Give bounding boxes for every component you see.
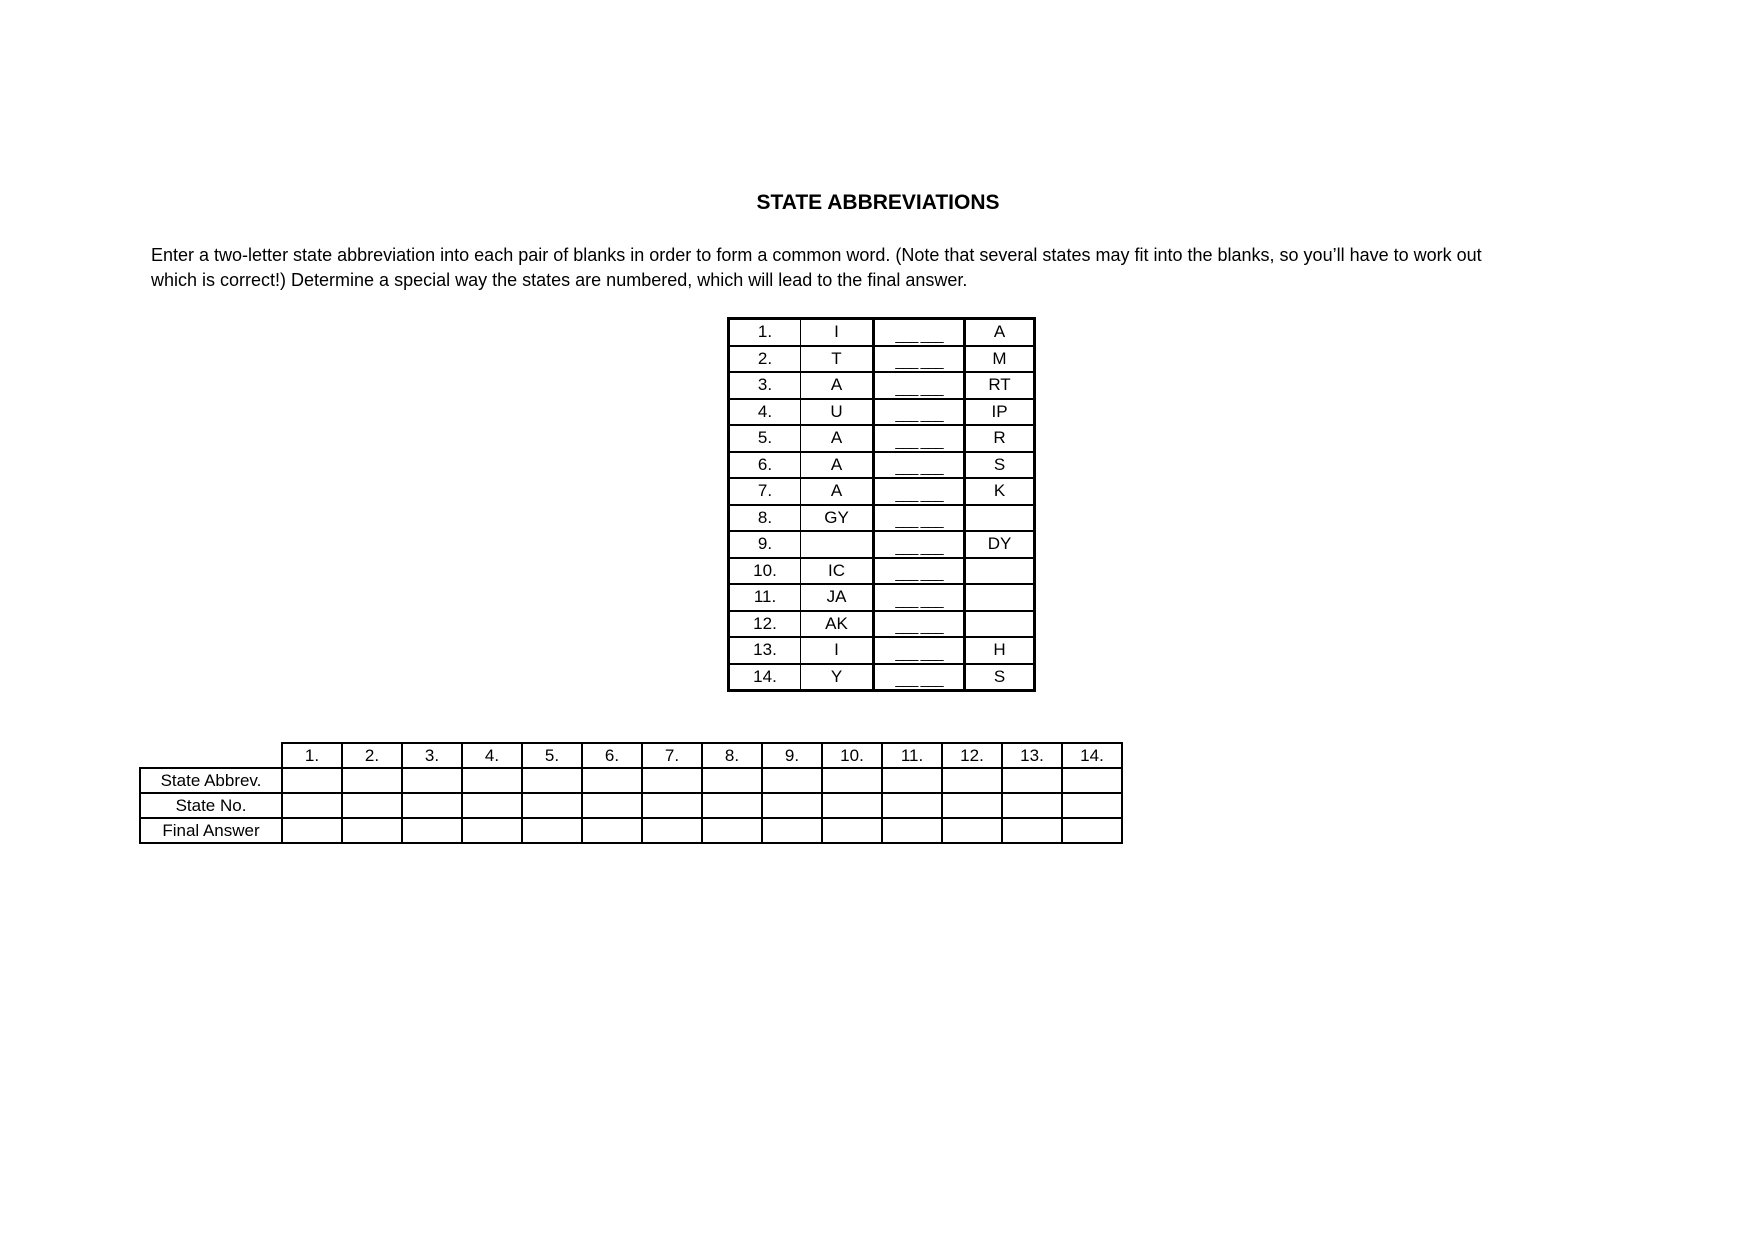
puzzle-suffix: R: [965, 425, 1035, 452]
puzzle-blank[interactable]: ___ ___: [874, 478, 965, 505]
puzzle-prefix: A: [801, 425, 874, 452]
answer-grid-row: [140, 818, 1122, 843]
answer-cell[interactable]: [462, 768, 522, 793]
puzzle-suffix: [965, 505, 1035, 532]
puzzle-suffix: [965, 611, 1035, 638]
puzzle-suffix: [965, 584, 1035, 611]
puzzle-blank[interactable]: ___ ___: [874, 425, 965, 452]
puzzle-blank[interactable]: ___ ___: [874, 505, 965, 532]
answer-grid-row-label: State Abbrev.: [140, 768, 282, 793]
answer-cell[interactable]: [822, 768, 882, 793]
puzzle-table: [727, 317, 1036, 692]
answer-cell[interactable]: [762, 768, 822, 793]
answer-cell[interactable]: [882, 793, 942, 818]
answer-grid-column-header: 2.: [342, 743, 402, 768]
puzzle-suffix: S: [965, 452, 1035, 479]
puzzle-prefix: [801, 531, 874, 558]
puzzle-prefix: A: [801, 372, 874, 399]
puzzle-suffix: [965, 558, 1035, 585]
answer-cell[interactable]: [942, 818, 1002, 843]
puzzle-prefix: IC: [801, 558, 874, 585]
puzzle-row-number: 12.: [729, 611, 801, 638]
answer-cell[interactable]: [462, 818, 522, 843]
page-title: STATE ABBREVIATIONS: [756, 191, 1000, 214]
puzzle-row-number: 10.: [729, 558, 801, 585]
answer-cell[interactable]: [942, 768, 1002, 793]
answer-cell[interactable]: [282, 768, 342, 793]
instructions-line-2: which is correct!) Determine a special way the states are numbered, which will lead to the final answer.: [151, 270, 968, 290]
answer-cell[interactable]: [942, 793, 1002, 818]
puzzle-blank[interactable]: ___ ___: [874, 584, 965, 611]
answer-grid-row-label: Final Answer: [140, 818, 282, 843]
answer-cell[interactable]: [282, 793, 342, 818]
answer-cell[interactable]: [642, 818, 702, 843]
puzzle-prefix: T: [801, 346, 874, 373]
puzzle-suffix: IP: [965, 399, 1035, 426]
answer-cell[interactable]: [762, 818, 822, 843]
answer-cell[interactable]: [402, 768, 462, 793]
puzzle-row-number: 13.: [729, 637, 801, 664]
puzzle-row: [729, 452, 1035, 479]
puzzle-row-number: 3.: [729, 372, 801, 399]
answer-grid-column-header: 1.: [282, 743, 342, 768]
answer-cell[interactable]: [582, 793, 642, 818]
answer-grid-header: [140, 743, 1122, 768]
puzzle-suffix: S: [965, 664, 1035, 691]
answer-cell[interactable]: [1002, 793, 1062, 818]
answer-cell[interactable]: [882, 818, 942, 843]
answer-cell[interactable]: [702, 818, 762, 843]
answer-grid-column-header: 5.: [522, 743, 582, 768]
puzzle-row: [729, 584, 1035, 611]
answer-cell[interactable]: [642, 793, 702, 818]
answer-cell[interactable]: [282, 818, 342, 843]
puzzle-row: [729, 558, 1035, 585]
answer-cell[interactable]: [882, 768, 942, 793]
puzzle-blank[interactable]: ___ ___: [874, 531, 965, 558]
puzzle-blank[interactable]: ___ ___: [874, 372, 965, 399]
answer-grid-column-header: 10.: [822, 743, 882, 768]
puzzle-prefix: I: [801, 637, 874, 664]
answer-cell[interactable]: [402, 793, 462, 818]
answer-grid-column-header: 6.: [582, 743, 642, 768]
puzzle-suffix: DY: [965, 531, 1035, 558]
puzzle-blank[interactable]: ___ ___: [874, 399, 965, 426]
puzzle-suffix: K: [965, 478, 1035, 505]
puzzle-suffix: RT: [965, 372, 1035, 399]
answer-cell[interactable]: [522, 818, 582, 843]
instructions: [151, 243, 1601, 293]
answer-grid-column-header: 11.: [882, 743, 942, 768]
puzzle-row-number: 4.: [729, 399, 801, 426]
answer-cell[interactable]: [462, 793, 522, 818]
answer-grid-column-header: 4.: [462, 743, 522, 768]
answer-grid-column-header: 14.: [1062, 743, 1122, 768]
puzzle-row: [729, 346, 1035, 373]
answer-cell[interactable]: [822, 818, 882, 843]
answer-grid-corner: [140, 743, 282, 768]
puzzle-prefix: A: [801, 478, 874, 505]
answer-cell[interactable]: [522, 793, 582, 818]
puzzle-row-number: 5.: [729, 425, 801, 452]
puzzle-row: [729, 399, 1035, 426]
answer-cell[interactable]: [1062, 793, 1122, 818]
answer-cell[interactable]: [1062, 768, 1122, 793]
answer-cell[interactable]: [522, 768, 582, 793]
puzzle-prefix: GY: [801, 505, 874, 532]
puzzle-row: [729, 478, 1035, 505]
puzzle-row-number: 14.: [729, 664, 801, 691]
answer-grid-column-header: 13.: [1002, 743, 1062, 768]
answer-cell[interactable]: [342, 818, 402, 843]
answer-cell[interactable]: [702, 793, 762, 818]
answer-cell[interactable]: [822, 793, 882, 818]
puzzle-row-number: 9.: [729, 531, 801, 558]
puzzle-blank[interactable]: ___ ___: [874, 452, 965, 479]
answer-grid-row: [140, 768, 1122, 793]
answer-grid-column-header: 9.: [762, 743, 822, 768]
answer-cell[interactable]: [702, 768, 762, 793]
answer-cell[interactable]: [1002, 768, 1062, 793]
puzzle-prefix: AK: [801, 611, 874, 638]
puzzle-row: [729, 425, 1035, 452]
answer-cell[interactable]: [642, 768, 702, 793]
answer-grid-row-label: State No.: [140, 793, 282, 818]
puzzle-prefix: Y: [801, 664, 874, 691]
answer-grid-column-header: 3.: [402, 743, 462, 768]
answer-cell[interactable]: [342, 793, 402, 818]
answer-grid-row: [140, 793, 1122, 818]
puzzle-row: [729, 637, 1035, 664]
answer-cell[interactable]: [582, 818, 642, 843]
puzzle-row: [729, 531, 1035, 558]
answer-grid-column-header: 8.: [702, 743, 762, 768]
answer-cell[interactable]: [582, 768, 642, 793]
puzzle-row: [729, 664, 1035, 691]
puzzle-blank[interactable]: ___ ___: [874, 637, 965, 664]
puzzle-row-number: 1.: [729, 319, 801, 346]
puzzle-prefix: I: [801, 319, 874, 346]
puzzle-row-number: 6.: [729, 452, 801, 479]
puzzle-suffix: M: [965, 346, 1035, 373]
puzzle-prefix: A: [801, 452, 874, 479]
answer-cell[interactable]: [402, 818, 462, 843]
puzzle-prefix: U: [801, 399, 874, 426]
instructions-line-1: Enter a two-letter state abbreviation into each pair of blanks in order to form a common word. (Note that several states may fit into the blanks, so you’ll have to work out: [151, 245, 1482, 265]
puzzle-row: [729, 611, 1035, 638]
puzzle-row-number: 8.: [729, 505, 801, 532]
answer-grid-column-header: 12.: [942, 743, 1002, 768]
puzzle-row-number: 7.: [729, 478, 801, 505]
puzzle-row: [729, 372, 1035, 399]
answer-grid-column-header: 7.: [642, 743, 702, 768]
answer-cell[interactable]: [1062, 818, 1122, 843]
puzzle-row: [729, 319, 1035, 346]
puzzle-row: [729, 505, 1035, 532]
answer-cell[interactable]: [762, 793, 822, 818]
puzzle-blank[interactable]: ___ ___: [874, 664, 965, 691]
puzzle-suffix: H: [965, 637, 1035, 664]
answer-cell[interactable]: [342, 768, 402, 793]
puzzle-row-number: 2.: [729, 346, 801, 373]
puzzle-blank[interactable]: ___ ___: [874, 558, 965, 585]
puzzle-prefix: JA: [801, 584, 874, 611]
puzzle-row-number: 11.: [729, 584, 801, 611]
answer-cell[interactable]: [1002, 818, 1062, 843]
puzzle-blank[interactable]: ___ ___: [874, 346, 965, 373]
answer-grid: [139, 742, 1123, 844]
puzzle-suffix: A: [965, 319, 1035, 346]
puzzle-blank[interactable]: ___ ___: [874, 611, 965, 638]
puzzle-blank[interactable]: ___ ___: [874, 319, 965, 346]
